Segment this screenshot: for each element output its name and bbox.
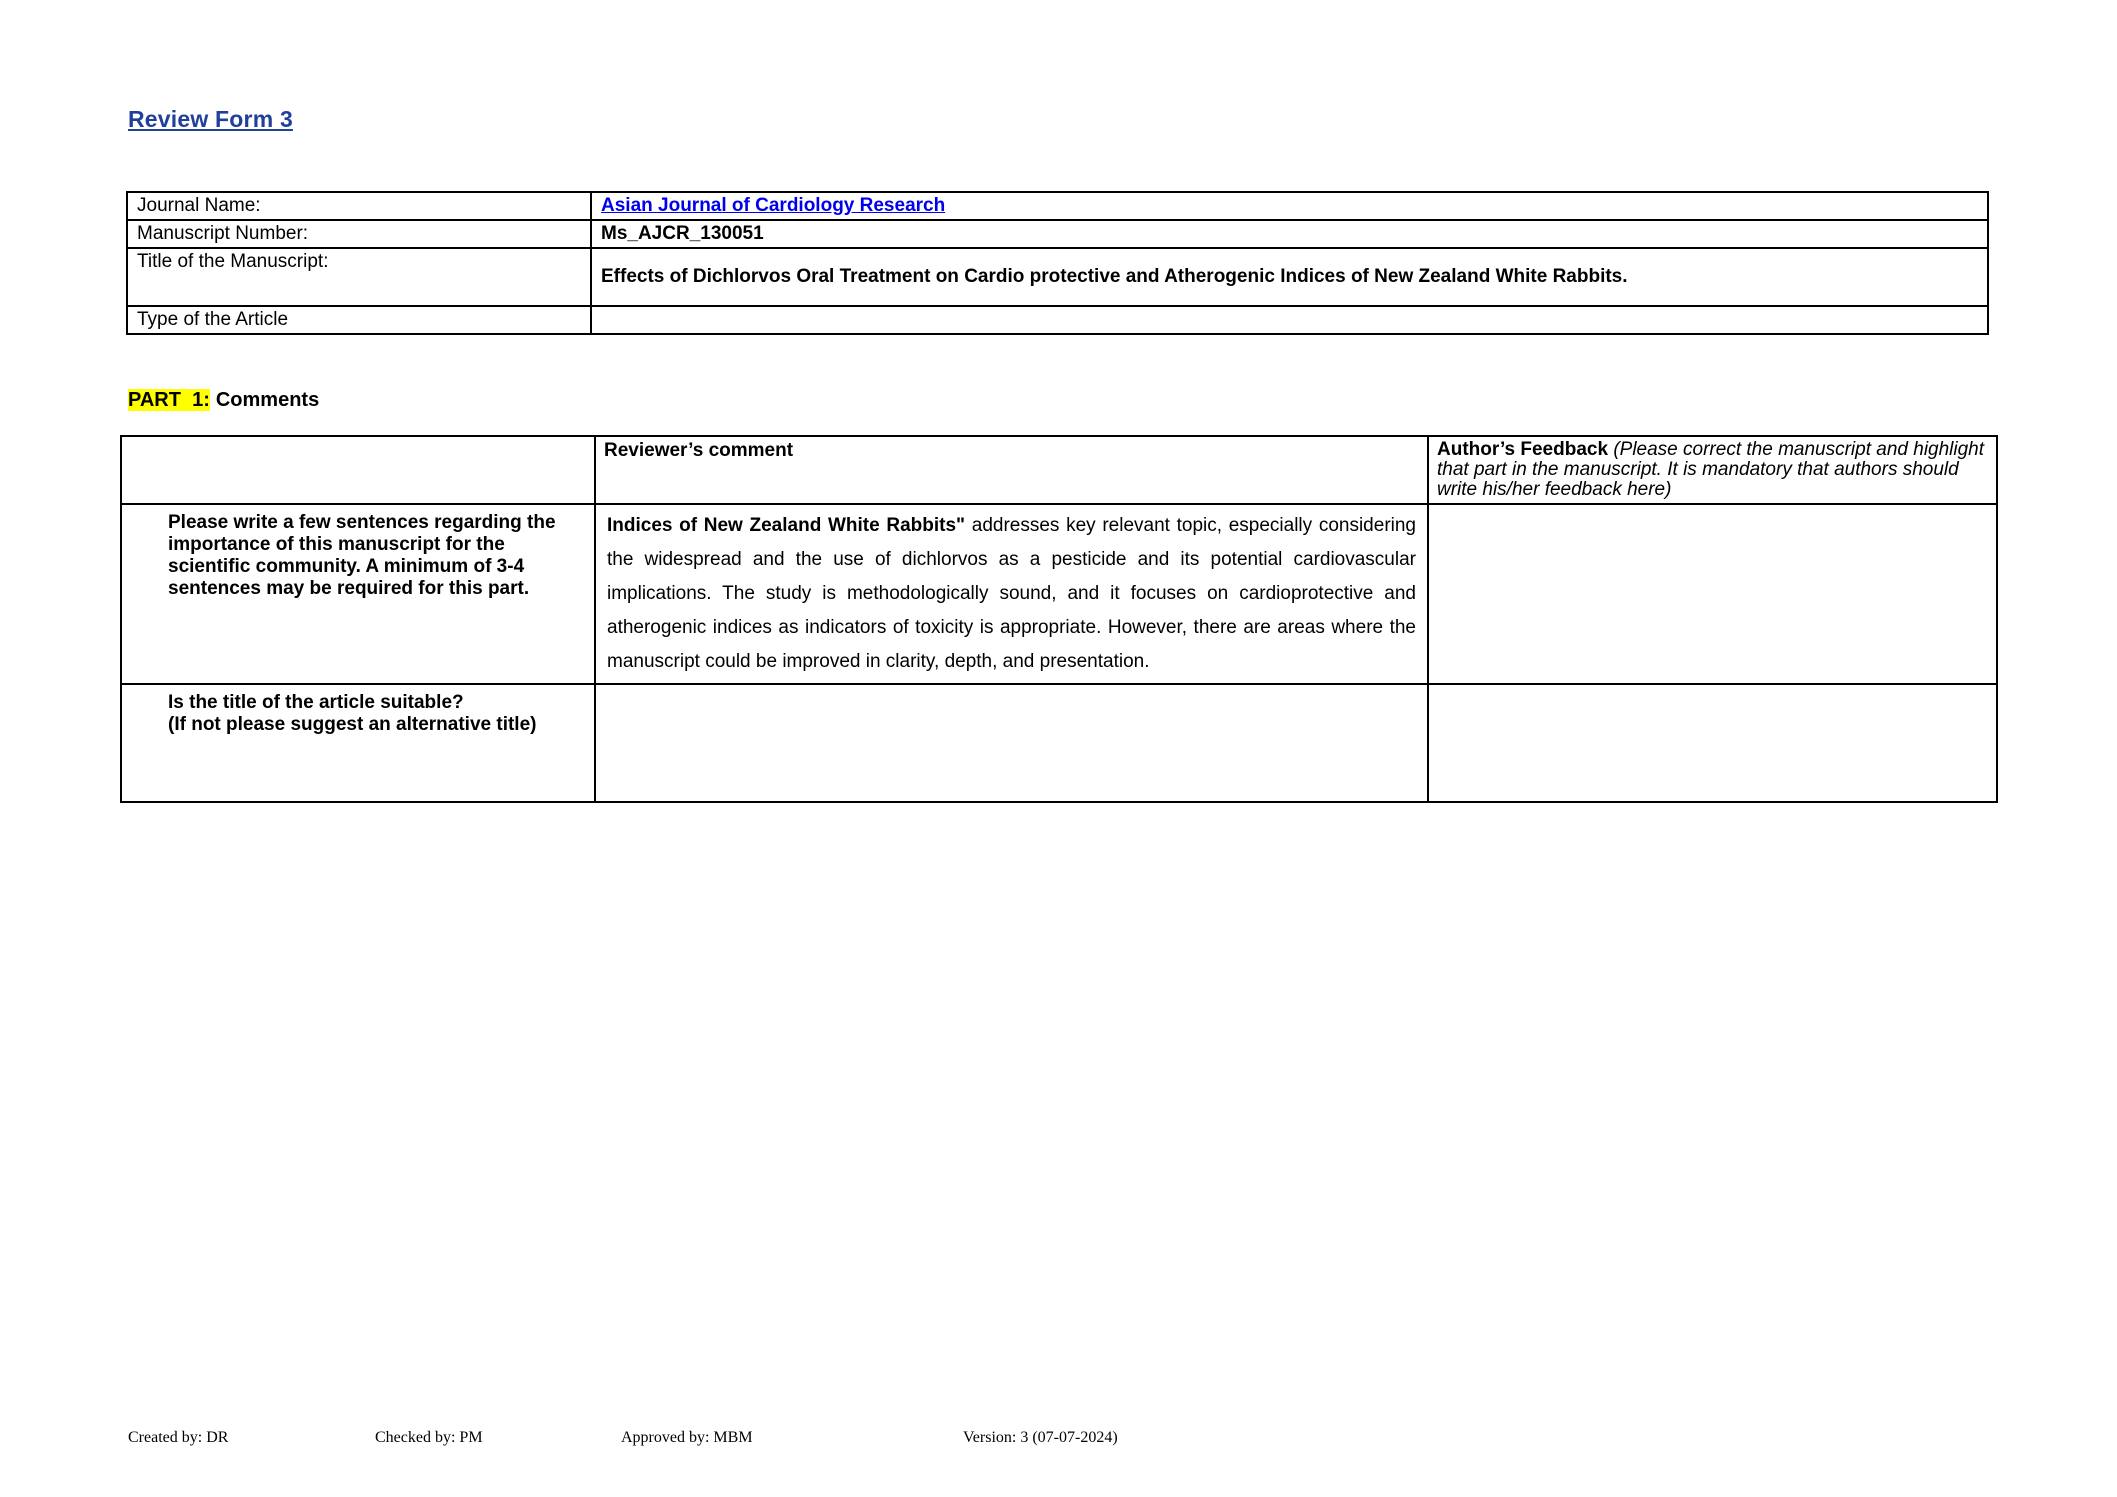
reviewer-comment-lead: Indices of New Zealand White Rabbits" bbox=[607, 515, 966, 536]
page-title: Review Form 3 bbox=[128, 106, 293, 132]
reviewer-comment-header: Reviewer’s comment bbox=[595, 436, 1428, 504]
manuscript-info-table bbox=[126, 191, 1989, 335]
table-row bbox=[127, 248, 1988, 306]
journal-name-link[interactable]: Asian Journal of Cardiology Research bbox=[601, 195, 946, 216]
journal-name-label: Journal Name: bbox=[127, 192, 591, 220]
manuscript-title-value: Effects of Dichlorvos Oral Treatment on Cardio protective and Atherogenic Indices of New Zealand White Rabbits. bbox=[591, 248, 1988, 306]
author-feedback-note: (Please correct the manuscript and highlight that part in the manuscript. It is mandatory that authors should write his/her feedback here) bbox=[1437, 439, 1985, 500]
footer-checked-by: Checked by: PM bbox=[375, 1429, 483, 1446]
table-row bbox=[121, 504, 1997, 684]
manuscript-number-label: Manuscript Number: bbox=[127, 220, 591, 248]
reviewer-comment-rest: addresses key relevant topic, especially considering the widespread and the use of dichlorvos as a pesticide and its potential cardiovascular implications. The study is methodologically sound, and it focuses on cardioprotective and atherogenic indices as indicators of toxicity is appropriate. However, there are areas where the manuscript could be improved in clarity, depth, and presentation. bbox=[607, 515, 1417, 672]
footer-version: Version: 3 (07-07-2024) bbox=[963, 1429, 1118, 1446]
part1-heading bbox=[128, 389, 319, 412]
author-feedback-title: Author’s Feedback bbox=[1437, 439, 1614, 460]
author-feedback-title-cell bbox=[1428, 684, 1997, 802]
journal-name-cell bbox=[591, 192, 1988, 220]
author-feedback-header bbox=[1428, 436, 1997, 504]
table-row bbox=[127, 220, 1988, 248]
reviewer-comment-title bbox=[595, 684, 1428, 802]
reviewer-comment-importance bbox=[595, 504, 1428, 684]
comments-header-row bbox=[121, 436, 1997, 504]
article-type-label: Type of the Article bbox=[127, 306, 591, 334]
table-row bbox=[127, 306, 1988, 334]
question-title-suitable bbox=[121, 684, 595, 802]
manuscript-number-value: Ms_AJCR_130051 bbox=[591, 220, 1988, 248]
article-type-value bbox=[591, 306, 1988, 334]
author-feedback-importance bbox=[1428, 504, 1997, 684]
table-row bbox=[127, 192, 1988, 220]
question-title-line1: Is the title of the article suitable? bbox=[168, 692, 464, 713]
part1-badge: PART 1: bbox=[128, 389, 210, 411]
manuscript-title-label: Title of the Manuscript: bbox=[127, 248, 591, 306]
question-title-line2: (If not please suggest an alternative title) bbox=[168, 714, 537, 735]
question-importance: Please write a few sentences regarding the importance of this manuscript for the scientific community. A minimum of 3-4 sentences may be required for this part. bbox=[121, 504, 595, 684]
table-row bbox=[121, 684, 1997, 802]
part1-title: Comments bbox=[215, 389, 320, 411]
footer-approved-by: Approved by: MBM bbox=[621, 1429, 753, 1446]
comments-table bbox=[120, 435, 1998, 803]
question-header-cell bbox=[121, 436, 595, 504]
footer-created-by: Created by: DR bbox=[128, 1429, 229, 1446]
